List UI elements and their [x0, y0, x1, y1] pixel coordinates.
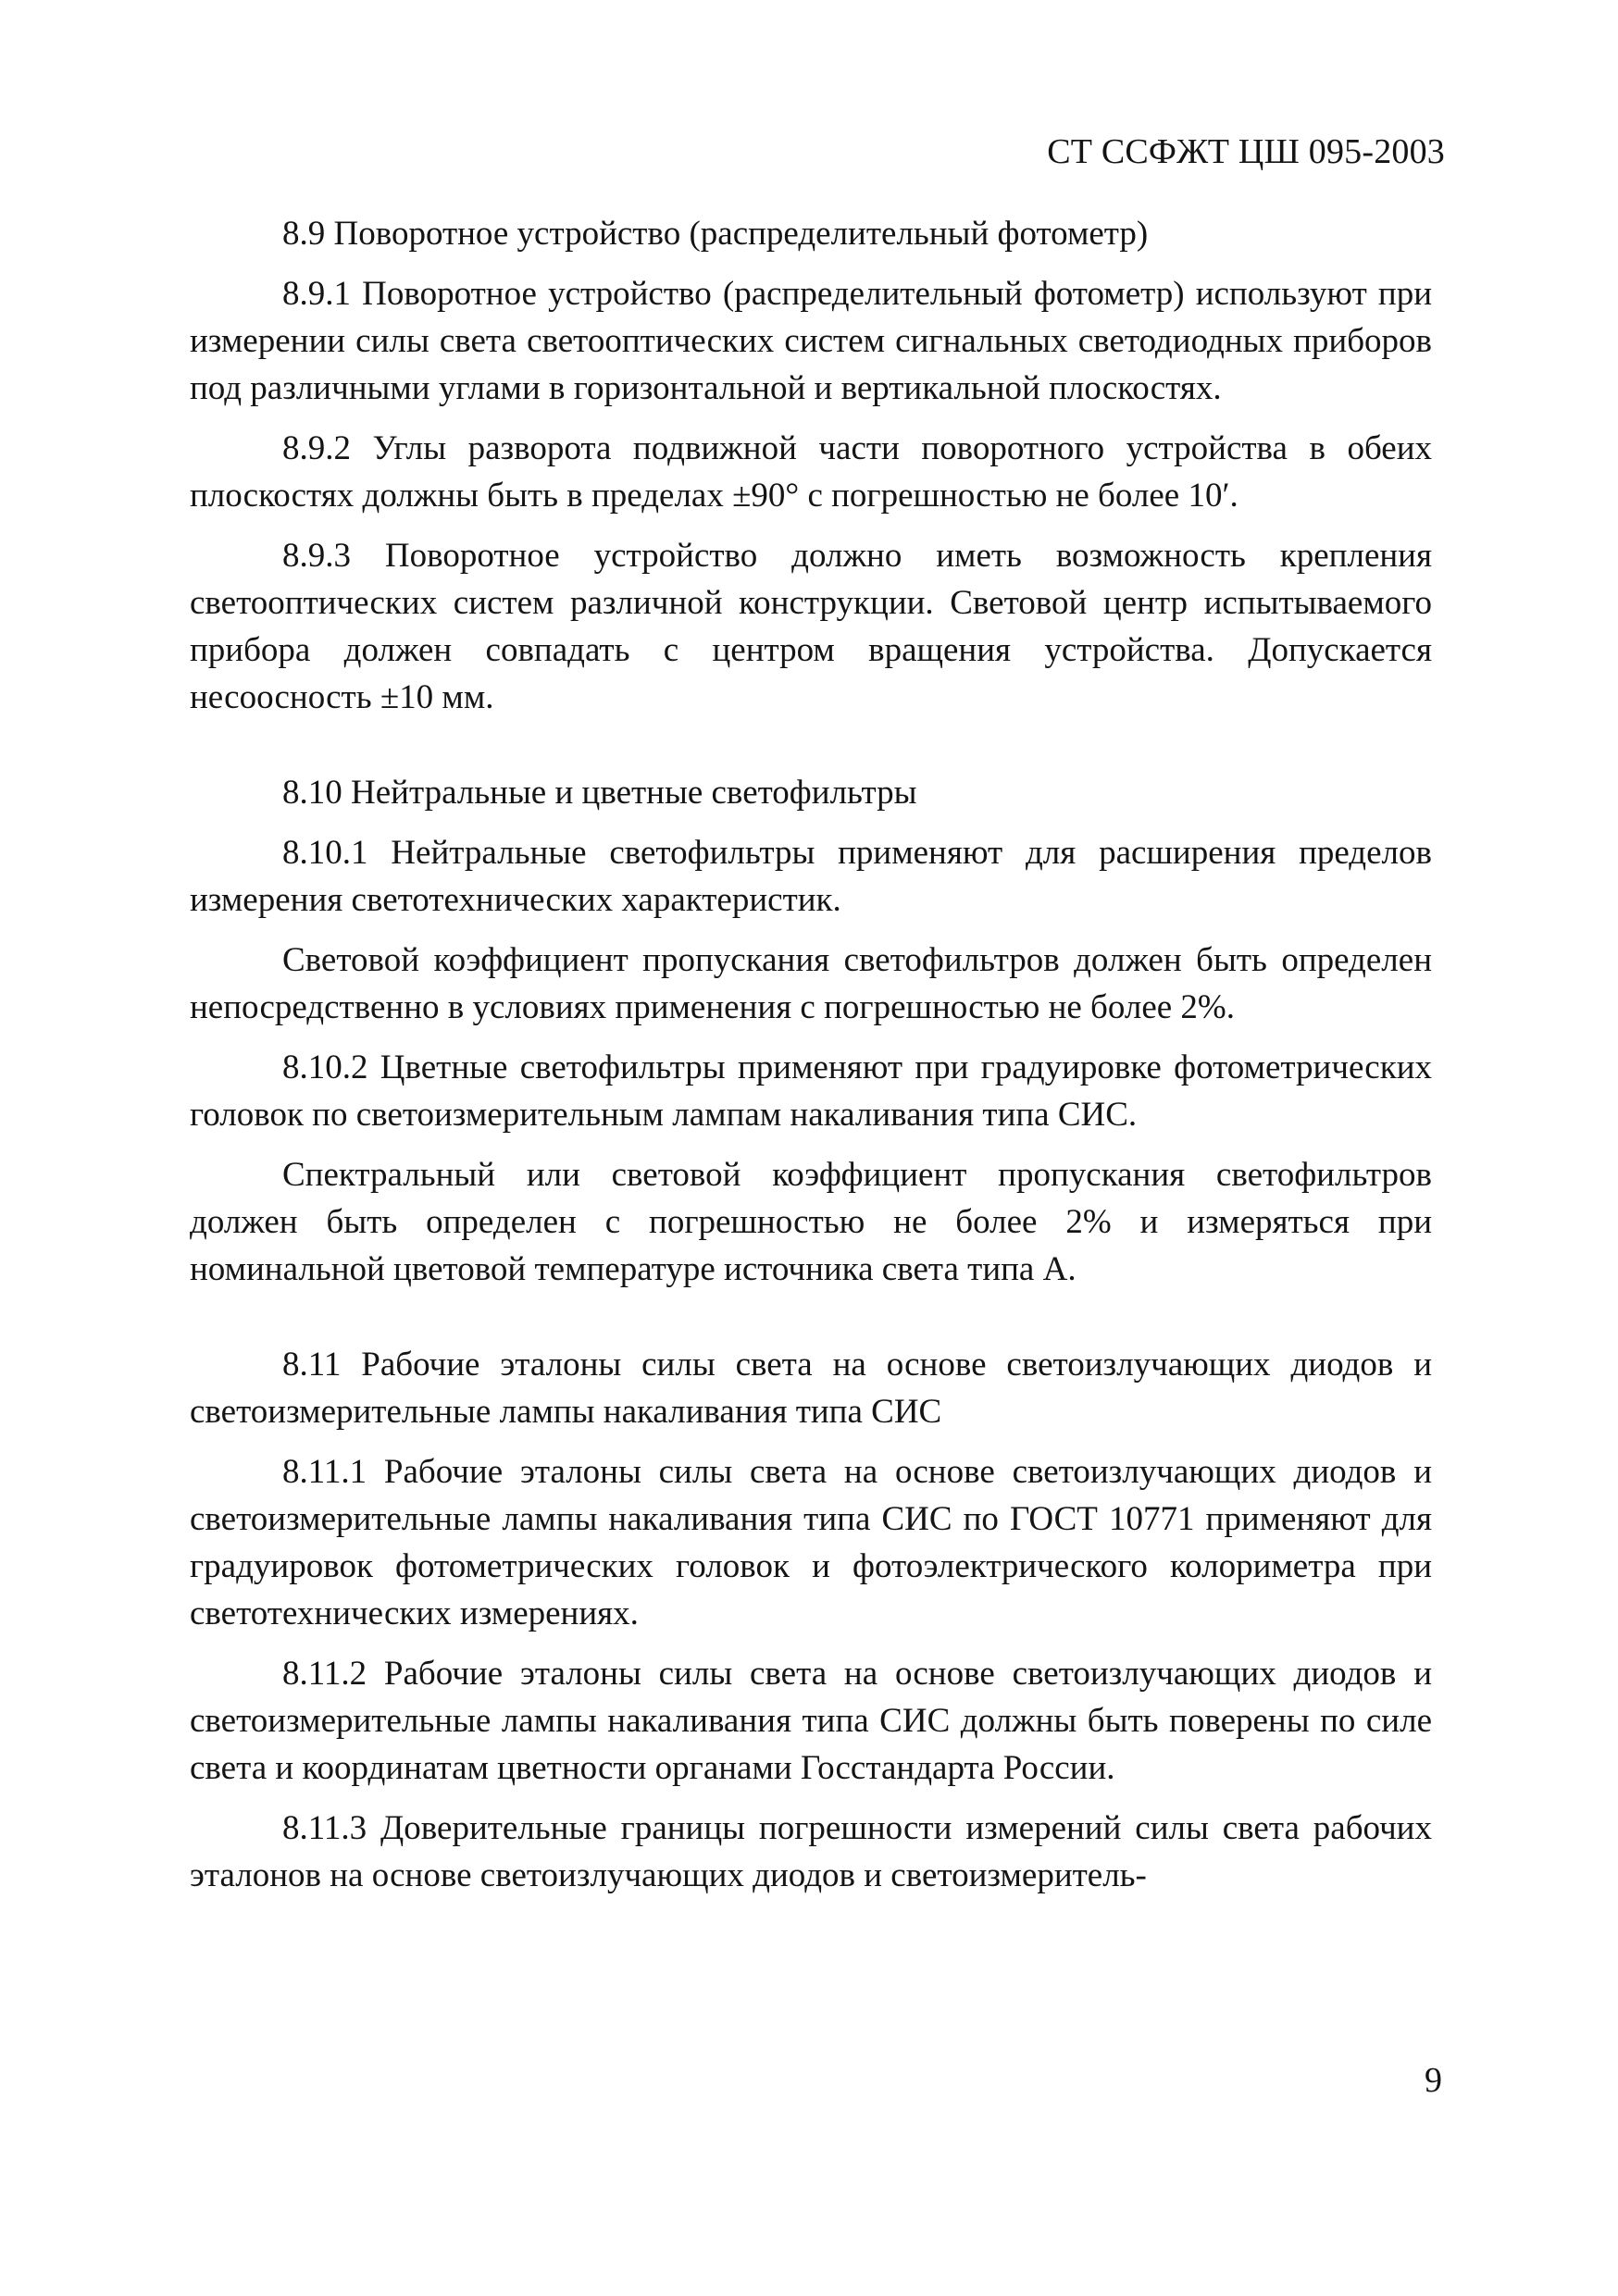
- paragraph-8-10-2-coefficient: Спектральный или световой коэффициент пропускания светофильтров должен быть определен с погрешностью не более 2% и измеряться при номинальной цветовой температуре источника света типа А.: [190, 1156, 1432, 1288]
- paragraph-8-9-2: 8.9.2 Углы разворота подвижной части поворотного устройства в обеих плоскостях должны быть в пределах ±90° с погрешностью не более 10′.: [190, 429, 1432, 515]
- document-code: СТ ССФЖТ ЦШ 095-2003: [1047, 132, 1445, 171]
- section-heading-8-10: 8.10 Нейтральные и цветные светофильтры: [282, 774, 917, 812]
- section-heading-8-9: 8.9 Поворотное устройство (распределительный фотометр): [282, 215, 1149, 253]
- paragraph-8-10-1-coefficient: Световой коэффициент пропускания светофильтров должен быть определен непосредственно в условиях применения с погрешностью не более 2%.: [190, 941, 1432, 1026]
- document-body: [190, 210, 1432, 1899]
- page-number: 9: [1425, 2061, 1442, 2100]
- section-heading-8-11: 8.11 Рабочие эталоны силы света на основе светоизлучающих диодов и светоизмерительные лампы накаливания типа СИС: [190, 1346, 1432, 1431]
- section-8-11: [190, 1341, 1432, 1899]
- section-8-9: [190, 210, 1432, 721]
- paragraph-8-11-1: 8.11.1 Рабочие эталоны силы света на основе светоизлучающих диодов и светоизмерительные лампы накаливания типа СИС по ГОСТ 10771 применяют для градуировок фотометрических головок и фотоэлектрического колориметра при светотехнических измерениях.: [190, 1453, 1432, 1632]
- paragraph-8-9-1: 8.9.1 Поворотное устройство (распределительный фотометр) используют при измерении силы света светооптических систем сигнальных светодиодных приборов под различными углами в горизонтальной и вертикальной плоскостях.: [190, 275, 1432, 407]
- paragraph-8-9-3: 8.9.3 Поворотное устройство должно иметь возможность крепления светооптических систем различной конструкции. Световой центр испытываемого прибора должен совпадать с центром вращения устройства. Допускается несоосность ±10 мм.: [190, 537, 1432, 716]
- paragraph-8-11-3: 8.11.3 Доверительные границы погрешности измерений силы света рабочих эталонов на основе светоизлучающих диодов и светоизмеритель-: [190, 1809, 1432, 1894]
- paragraph-8-10-1: 8.10.1 Нейтральные светофильтры применяют для расширения пределов измерения светотехнических характеристик.: [190, 834, 1432, 919]
- paragraph-8-11-2: 8.11.2 Рабочие эталоны силы света на основе светоизлучающих диодов и светоизмерительные лампы накаливания типа СИС должны быть поверены по силе света и координатам цветности органами Госстандарта России.: [190, 1655, 1432, 1787]
- paragraph-8-10-2: 8.10.2 Цветные светофильтры применяют при градуировке фотометрических головок по светоизмерительным лампам накаливания типа СИС.: [190, 1049, 1432, 1134]
- section-8-10: [190, 769, 1432, 1293]
